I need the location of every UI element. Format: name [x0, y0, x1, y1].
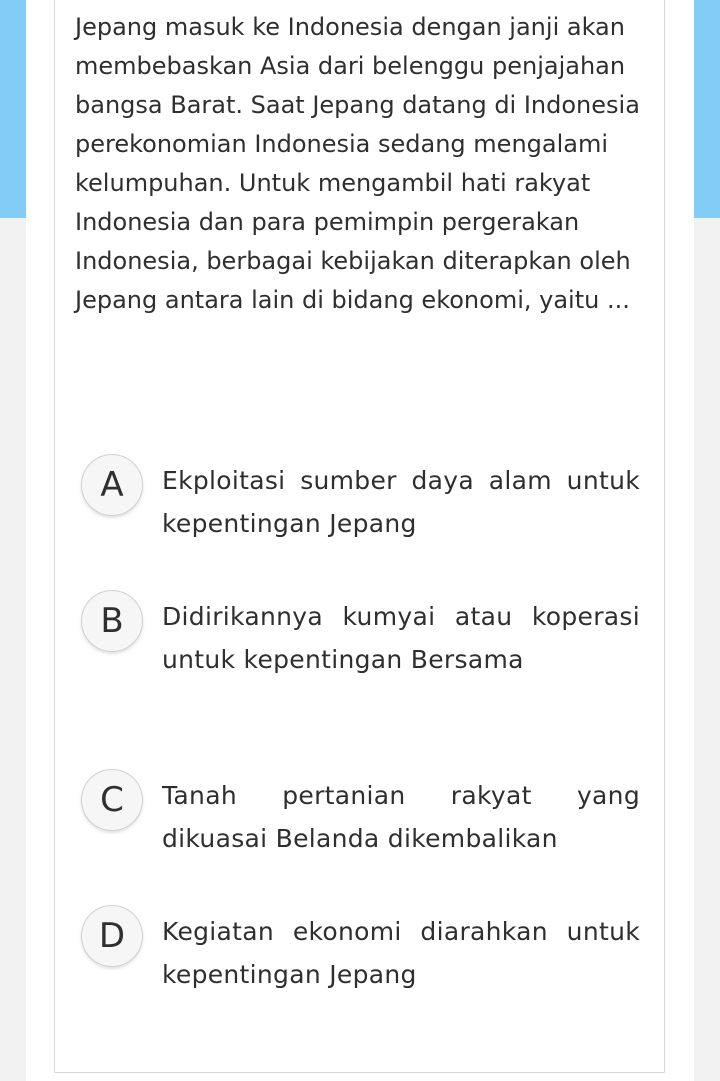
option-a-badge[interactable]: A — [81, 454, 143, 516]
option-a-text[interactable]: Ekploitasi sumber daya alam untuk kepentingan Jepang — [162, 466, 640, 538]
question-card — [54, 0, 665, 1073]
option-d-text[interactable]: Kegiatan ekonomi diarahkan untuk kepentingan Jepang — [162, 917, 640, 989]
left-accent-bar — [0, 0, 26, 218]
content-area — [26, 0, 694, 1081]
right-accent-bar — [694, 0, 720, 218]
option-b-text[interactable]: Didirikannya kumyai atau koperasi untuk kepentingan Bersama — [162, 602, 640, 674]
option-d-badge[interactable]: D — [81, 905, 143, 967]
option-c-text[interactable]: Tanah pertanian rakyat yang dikuasai Belanda dikembalikan — [162, 781, 640, 853]
option-c-badge[interactable]: C — [81, 769, 143, 831]
option-b-badge[interactable]: B — [81, 590, 143, 652]
question-text: Jepang masuk ke Indonesia dengan janji akan membebaskan Asia dari belenggu penjajahan bangsa Barat. Saat Jepang datang di Indonesia perekonomian Indonesia sedang mengalami kelumpuhan. Untuk mengambil hati rakyat Indonesia dan para pemimpin pergerakan Indonesia, berbagai kebijakan diterapkan oleh Jepang antara lain di bidang ekonomi, yaitu ... — [75, 13, 640, 314]
